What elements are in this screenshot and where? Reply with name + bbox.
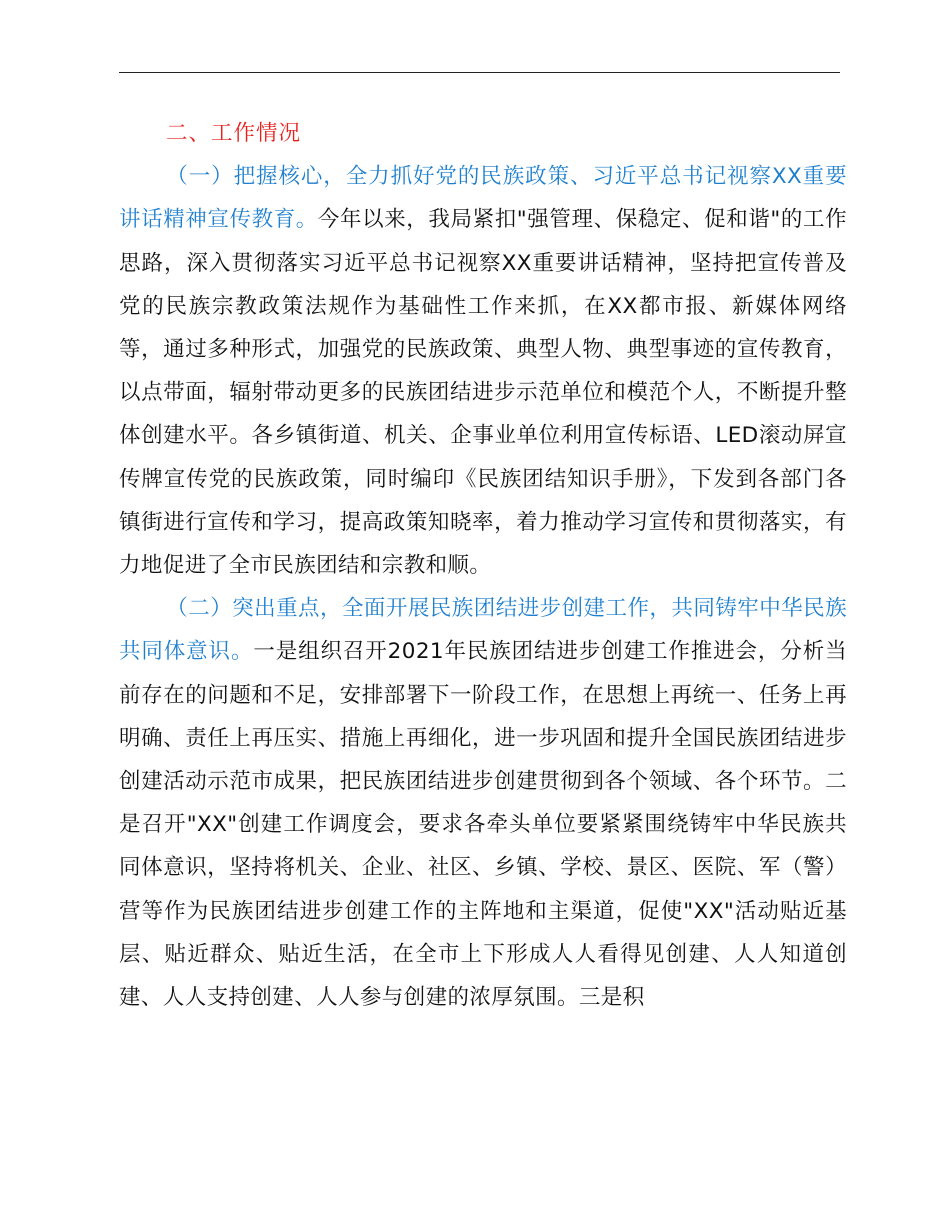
paragraph-2-subheading: （二）突出重点，全面开展民族团结进步创建工作，共同铸牢中华民族共同体意识。 — [119, 596, 847, 665]
paragraph-2 — [119, 587, 847, 1019]
paragraph-1 — [119, 155, 847, 587]
paragraph-1-body: 今年以来，我局紧扣"强管理、保稳定、促和谐"的工作思路，深入贯彻落实习近平总书记视察XX重要讲话精神，坚持把宣传普及党的民族宗教政策法规作为基础性工作来抓，在XX都市报、新媒体网络等，通过多种形式，加强党的民族政策、典型人物、典型事迹的宣传教育，以点带面，辐射带动更多的民族团结进步示范单位和模范个人，不断提升整体创建水平。各乡镇街道、机关、企事业单位利用宣传标语、LED滚动屏宣传牌宣传党的民族政策，同时编印《民族团结知识手册》，下发到各部门各镇街进行宣传和学习，提高政策知晓率，着力推动学习宣传和贯彻落实，有力地促进了全市民族团结和宗教和顺。 — [119, 207, 847, 579]
paragraph-1-subheading: （一）把握核心，全力抓好党的民族政策、习近平总书记视察XX重要讲话精神宣传教育。 — [119, 164, 847, 233]
paragraph-2-body: 一是组织召开2021年民族团结进步创建工作推进会，分析当前存在的问题和不足，安排部署下一阶段工作，在思想上再统一、任务上再明确、责任上再压实、措施上再细化，进一步巩固和提升全国民族团结进步创建活动示范市成果，把民族团结进步创建贯彻到各个领域、各个环节。二是召开"XX"创建工作调度会，要求各牵头单位要紧紧围绕铸牢中华民族共同体意识，坚持将机关、企业、社区、乡镇、学校、景区、医院、军（警）营等作为民族团结进步创建工作的主阵地和主渠道，促使"XX"活动贴近基层、贴近群众、贴近生活，在全市上下形成人人看得见创建、人人知道创建、人人支持创建、人人参与创建的浓厚氛围。三是积 — [119, 639, 847, 1011]
document-body — [119, 112, 847, 1019]
header-rule — [119, 72, 840, 73]
section-heading: 二、工作情况 — [166, 121, 302, 146]
